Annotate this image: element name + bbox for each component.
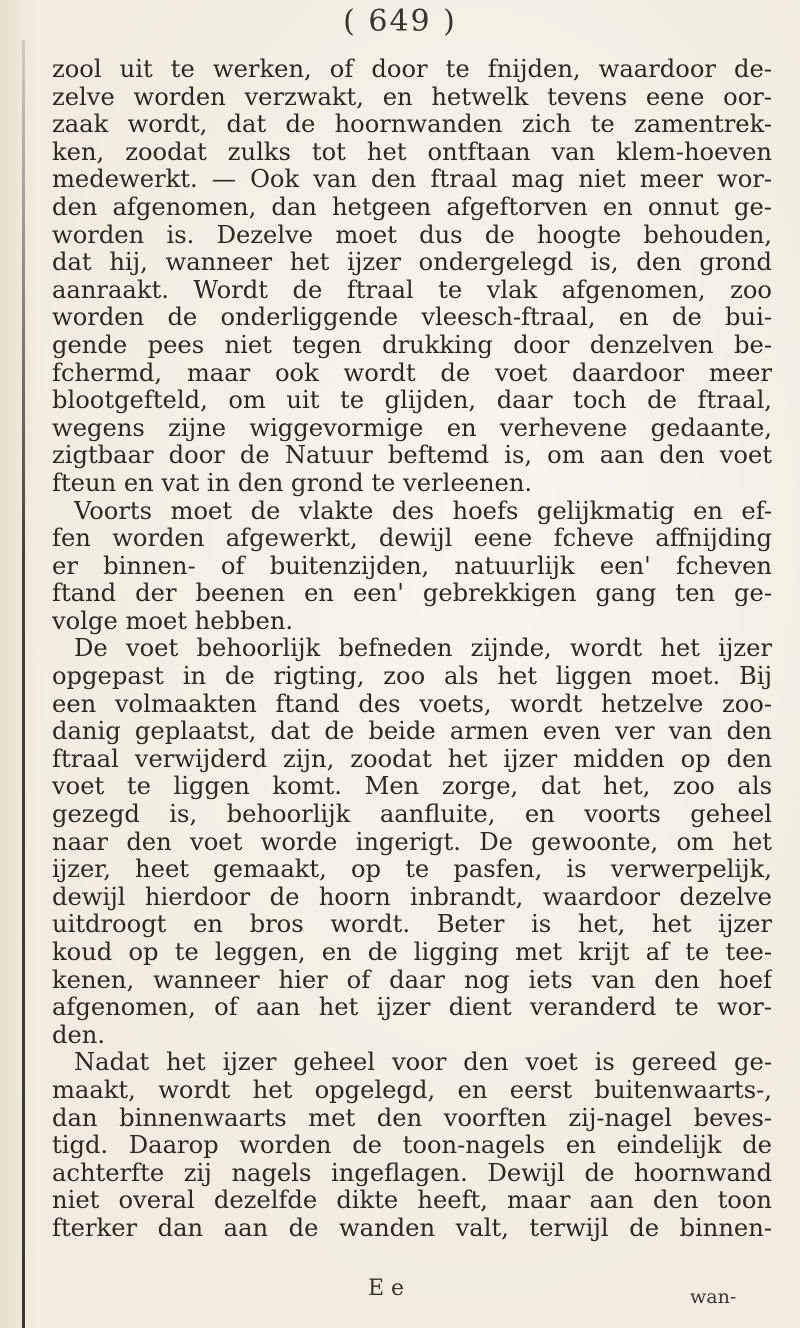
text-line: aanraakt. Wordt de ftraal te vlak afgenomen, zoo: [52, 276, 772, 304]
page-gutter: [0, 0, 38, 1328]
text-line: dan binnenwaarts met den voorften zij-nagel beves-: [52, 1104, 772, 1132]
text-line: uitdroogt en bros wordt. Beter is het, het ijzer: [52, 911, 772, 939]
text-line: gezegd is, behoorlijk aanfluite, en voorts geheel: [52, 801, 772, 829]
text-line: zigtbaar door de Natuur beftemd is, om aan den voet: [52, 442, 772, 470]
text-line: maakt, wordt het opgelegd, en eerst buitenwaarts-,: [52, 1076, 772, 1104]
text-line: fteun en vat in den grond te verleenen.: [52, 469, 533, 497]
text-line: ftraal verwijderd zijn, zoodat het ijzer midden op den: [52, 745, 772, 773]
text-line: zool uit te werken, of door te fnijden, waardoor de-: [52, 56, 772, 83]
text-line: volge moet hebben.: [52, 607, 294, 635]
text-line: Voorts moet de vlakte des hoefs gelijkmatig en ef-: [74, 497, 772, 525]
text-line: kenen, wanneer hier of daar nog iets van den hoef: [52, 966, 772, 994]
catchword: wan-: [690, 1286, 737, 1308]
text-line: opgepast in de rigting, zoo als het liggen moet. Bij: [52, 663, 772, 691]
text-line: zelve worden verzwakt, en hetwelk tevens eene oor-: [52, 83, 772, 111]
text-line: fterker dan aan de wanden valt, terwijl de binnen-: [52, 1214, 772, 1242]
body-text: [52, 56, 772, 1243]
text-line: er binnen- of buitenzijden, natuurlijk een' fcheven: [52, 552, 772, 580]
text-line: ken, zoodat zulks tot het ontftaan van klem-hoeven: [52, 138, 772, 166]
text-line: den.: [52, 1021, 106, 1049]
text-line: ijzer, heet gemaakt, op te pasfen, is verwerpelijk,: [52, 856, 772, 884]
text-line: een volmaakten ftand des voets, wordt hetzelve zoo-: [52, 690, 772, 718]
page-number: ( 649 ): [343, 4, 457, 39]
signature-mark: E e: [368, 1276, 405, 1301]
text-line: achterfte zij nagels ingeflagen. Dewijl de hoornwand: [52, 1159, 772, 1187]
text-line: niet overal dezelfde dikte heeft, maar aan den toon: [52, 1187, 772, 1215]
text-line: ftand der beenen en een' gebrekkigen gang ten ge-: [52, 580, 772, 608]
text-line: wegens zijne wiggevormige en verhevene gedaante,: [52, 414, 772, 442]
text-line: fchermd, maar ook wordt de voet daardoor meer: [52, 359, 772, 387]
binding-shadow: [22, 40, 25, 1328]
text-line: gende pees niet tegen drukking door denzelven be-: [52, 331, 772, 359]
text-line: fen worden afgewerkt, dewijl eene fcheve affnijding: [52, 525, 772, 553]
text-line: dewijl hierdoor de hoorn inbrandt, waardoor dezelve: [52, 883, 772, 911]
text-line: medewerkt. — Ook van den ftraal mag niet meer wor-: [52, 166, 772, 194]
text-line: worden de onderliggende vleesch-ftraal, en de bui-: [52, 304, 772, 332]
text-line: voet te liggen komt. Men zorge, dat het, zoo als: [52, 773, 772, 801]
text-line: blootgefteld, om uit te glijden, daar toch de ftraal,: [52, 387, 772, 415]
text-line: zaak wordt, dat de hoornwanden zich te zamentrek-: [52, 111, 772, 139]
text-line: danig geplaatst, dat de beide armen even ver van den: [52, 718, 772, 746]
text-line: Nadat het ijzer geheel voor den voet is gereed ge-: [74, 1049, 772, 1077]
page-footer: [0, 1276, 800, 1306]
text-line: koud op te leggen, en de ligging met krijt af te tee-: [52, 939, 772, 966]
text-line: naar den voet worde ingerigt. De gewoonte, om het: [52, 828, 772, 856]
text-line: worden is. Dezelve moet dus de hoogte behouden,: [52, 221, 772, 249]
text-line: De voet behoorlijk befneden zijnde, wordt het ijzer: [74, 635, 772, 663]
text-line: afgenomen, of aan het ijzer dient veranderd te wor-: [52, 994, 772, 1022]
text-line: dat hij, wanneer het ijzer ondergelegd is, den grond: [52, 249, 772, 277]
text-line: den afgenomen, dan hetgeen afgeftorven en onnut ge-: [52, 193, 772, 221]
text-line: tigd. Daarop worden de toon-nagels en eindelijk de: [52, 1132, 772, 1160]
